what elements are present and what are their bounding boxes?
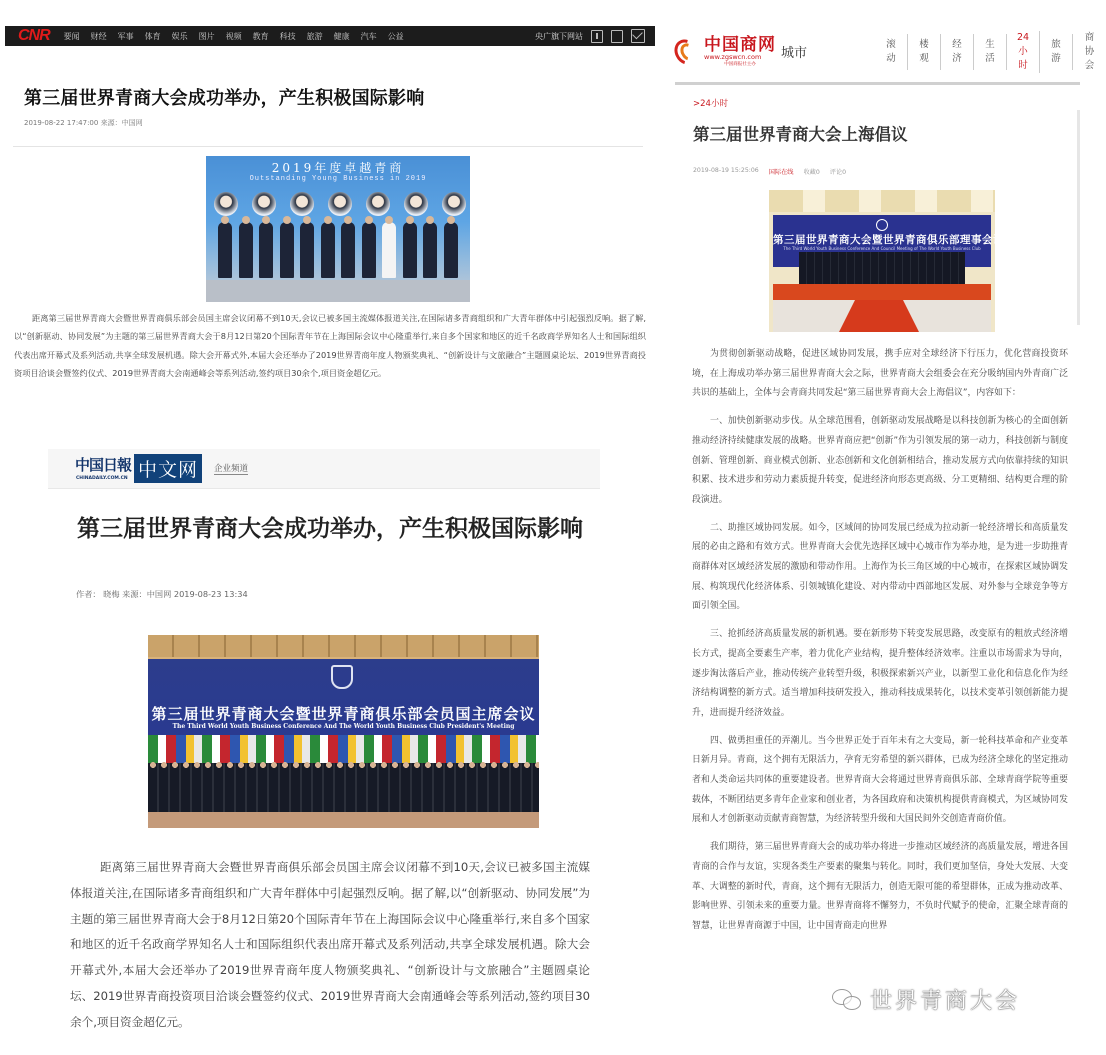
zgswcn-logo[interactable] xyxy=(675,36,807,67)
ceiling xyxy=(769,190,995,212)
cnr-logo[interactable]: CNR xyxy=(18,27,50,44)
chinadaily-article-panel xyxy=(0,420,660,1055)
red-stage xyxy=(773,284,991,300)
banner-text-cn: 第三届世界青商大会暨世界青商俱乐部理事会议 xyxy=(773,234,1004,246)
watermark-text: 世界青商大会 xyxy=(870,989,1021,1014)
cnr-article-body: 距离第三届世界青商大会暨世界青商俱乐部会员国主席会议闭幕不到10天,会议已被多国主流媒体报道关注,在国际诸多青商组织和广大青年群体中引起强烈反响。据了解,以“创新驱动、协同发展”为主题的第三届世界青商大会于8月12日第20个国际青年节在上海国际会议中心隆重举行,来自多个国家和地区的近千名政商学界知名人士和国际组织代表出席开幕式及系列活动,共享全球发展机遇。除大会开幕式外,本届大会还举办了2019世界青商年度人物颁奖典礼、“创新设计与文旅融合”主题圆桌论坛、2019世界青商投资项目洽谈会暨签约仪式、2019世界青商大会南通峰会等系列活动,签约项目30余个,项目资金超亿元。 xyxy=(14,313,646,379)
brand-url: www.zgswcn.com xyxy=(704,53,762,61)
nav-item-shangxiehui[interactable] xyxy=(1073,34,1106,70)
chinadaily-logo-box[interactable]: 中文网 xyxy=(134,454,202,483)
nav-char: 会 xyxy=(1084,60,1095,71)
nav-char: 经 xyxy=(952,39,962,50)
chinadaily-header xyxy=(48,449,600,489)
nav-item-24h-active[interactable] xyxy=(1007,31,1040,73)
banner-text-cn: 第三届世界青商大会暨世界青商俱乐部会员国主席会议 xyxy=(151,705,536,723)
cnr-nav-item[interactable]: 教育 xyxy=(252,31,269,41)
delegates-row xyxy=(148,763,539,813)
emblem-icon xyxy=(876,219,888,231)
nav-item-lvyou[interactable] xyxy=(1040,34,1073,70)
zgswcn-article-meta xyxy=(693,167,846,176)
nav-item-shenghuo[interactable] xyxy=(974,34,1007,70)
paragraph-2: 二、助推区域协同发展。如今，区域间的协同发展已经成为拉动新一轮经济增长和高质量发展的必由之路和有效方式。世界青商大会优先选择区域中心城市作为举办地，是为进一步助推青商群体对区域经济发展的激励和带动作用。上海作为长三角区域的中心城市，在探索区域协调发展、构筑现代化经济体系、引领城镇化建设、对内带动中西部地区发展、对外参与全球竞争等方面引领全国。 xyxy=(692,522,1068,612)
nav-char: 生 xyxy=(985,39,995,50)
cnr-article-panel xyxy=(0,0,660,420)
channel-link[interactable]: 企业频道 xyxy=(214,464,249,474)
nav-item-gundong[interactable] xyxy=(875,34,908,70)
paragraph-intro: 为贯彻创新驱动战略，促进区域协同发展，携手应对全球经济下行压力，优化营商投资环境，在上海成功举办第三届世界青商大会之际，世界青商大会组委会在充分吸纳国内外青商广泛共识的基础上，全体与会青商共同发起“第三届世界青商大会上海倡议”，内容如下： xyxy=(692,349,1068,399)
cnr-nav-item[interactable]: 汽车 xyxy=(360,31,377,41)
wechat-icon xyxy=(832,987,864,1013)
cnr-nav-item[interactable]: 财经 xyxy=(90,31,107,41)
photo-caption-cn: 2019年度卓越青商 xyxy=(271,161,405,175)
cnr-menu xyxy=(64,31,404,42)
cnr-award-photo xyxy=(206,156,470,302)
cnr-site-link[interactable]: 央广旗下网站 xyxy=(535,31,583,41)
nav-char: 观 xyxy=(919,53,929,64)
brand-block xyxy=(704,36,776,67)
download-icon[interactable] xyxy=(591,30,603,43)
mail-icon[interactable] xyxy=(631,29,645,43)
emblem-icon xyxy=(331,665,353,689)
comments-count[interactable]: 评论0 xyxy=(829,169,847,176)
nav-char: 楼 xyxy=(919,39,929,50)
section-label: 城市 xyxy=(781,46,808,61)
cnr-nav-item[interactable]: 体育 xyxy=(144,31,161,41)
cnr-nav-item[interactable]: 公益 xyxy=(387,31,404,41)
wechat-watermark xyxy=(832,984,1020,1015)
zgswcn-article-body xyxy=(692,345,1068,945)
cnr-nav-right xyxy=(535,29,645,43)
zgswcn-nav xyxy=(875,34,1106,73)
delegates-row xyxy=(799,252,965,284)
nav-item-louguan[interactable] xyxy=(908,34,941,70)
banner-text-en: The Third World Youth Business Conference And Council Meeting of The World Youth Business Club xyxy=(783,246,981,251)
cnr-nav-item[interactable]: 科技 xyxy=(279,31,296,41)
nav-char: 动 xyxy=(886,53,896,64)
brand-sub: 中国商报社主办 xyxy=(724,62,756,67)
paragraph-1: 一、加快创新驱动步伐。从全球范围看，创新驱动发展战略是以科技创新为核心的全面创新推动经济持续健康发展的战略。世界青商应把“创新”作为引领发展的第一动力，科技创新与制度创新、管理创新、商业模式创新、业态创新和文化创新相结合，推动发展方式向依靠持续的知识积累、技术进步和劳动力素质提升转变，促进经济向形态更高级、分工更精细、结构更合理的阶段演进。 xyxy=(692,416,1068,505)
cnr-nav-item[interactable]: 健康 xyxy=(333,31,350,41)
nav-char: 协 xyxy=(1084,46,1095,57)
divider xyxy=(13,146,643,147)
nav-char: 商 xyxy=(1084,32,1095,43)
nav-char: 游 xyxy=(1051,53,1061,64)
nav-char: 小 xyxy=(1018,46,1028,57)
chinadaily-article-meta: 作者： 晓梅 来源：中国网 2019-08-23 13:34 xyxy=(76,589,248,599)
cnr-top-nav xyxy=(5,26,655,46)
article-source-link[interactable]: 国际在线 xyxy=(768,169,794,176)
nav-char: 济 xyxy=(952,53,962,64)
nav-char: 滚 xyxy=(886,39,896,50)
nav-char: 时 xyxy=(1018,60,1028,71)
cnr-nav-item[interactable]: 旅游 xyxy=(306,31,323,41)
cnr-nav-item[interactable]: 图片 xyxy=(198,31,215,41)
chinadaily-logo-en: CHINADAILY.COM.CN xyxy=(76,476,128,481)
cnr-article-meta: 2019-08-22 17:47:00 来源：中国网 xyxy=(24,119,143,127)
paragraph-closing: 我们期待，第三届世界青商大会的成功举办将进一步推动区域经济的高质量发展，增进各国青商的合作与友谊，实现各类生产要素的聚集与转化。同时，我们更加坚信，身处大发展、大变革、大调整的新时代，青商，这个拥有无限活力，创造无限可能的希望群体，正成为推动改革、影响世界、引领未来的重要力量。世界青商将不懈努力，不负时代赋予的使命，汇聚全球青商的智慧，让世界青商源于中国，让中国青商走向世界 xyxy=(692,842,1068,931)
chinadaily-logo[interactable]: 中国日報 xyxy=(75,456,132,474)
paragraph-3: 三、抢抓经济高质量发展的新机遇。要在新形势下转变发展思路，改变原有的粗放式经济增长方式，提高全要素生产率，着力优化产业结构，提升整体经济效率。注重以市场需求为导向，逐步淘汰落后产业，推动传统产业转型升级，积极探索新兴产业，以新型工业化和信息化作为经济结构调整的新方式。适当增加科技研发投入，推动科技成果转化，以技术变革引领创新能力提升，进而提升经济效益。 xyxy=(692,629,1068,718)
cnr-nav-item[interactable]: 娱乐 xyxy=(171,31,188,41)
zgswcn-article-title: 第三届世界青商大会上海倡议 xyxy=(693,125,908,144)
conference-banner xyxy=(148,659,539,737)
swirl-logo-icon xyxy=(675,37,701,67)
cnr-article-title: 第三届世界青商大会成功举办，产生积极国际影响 xyxy=(24,88,425,109)
chinadaily-article-body: 距离第三届世界青商大会暨世界青商俱乐部会员国主席会议闭幕不到10天,会议已被多国主流媒体报道关注,在国际诸多青商组织和广大青年群体中引起强烈反响。据了解,以“创新驱动、协同发展”为主题的第三届世界青商大会于8月12日第20个国际青年节在上海国际会议中心隆重举行,来自多个国家和地区的近千名政商学界知名人士和国际组织代表出席开幕式及系列活动,共享全球发展机遇。除大会开幕式外,本届大会还举办了2019世界青商年度人物颁奖典礼、“创新设计与文旅融合”主题圆桌论坛、2019世界青商投资项目洽谈会暨签约仪式、2019世界青商大会南通峰会等系列活动,签约项目30余个,项目资金超亿元。 xyxy=(70,860,590,1029)
portrait-row xyxy=(214,192,466,216)
zgswcn-article-panel xyxy=(665,0,1095,1055)
paragraph-4: 四、做勇担重任的弄潮儿。当今世界正处于百年未有之大变局，新一轮科技革命和产业变革日新月异。青商，这个拥有无限活力，孕育无穷希望的新兴群体，已成为经济全球化的坚定推动者和人类命运共同体的重要建设者。世界青商大会将通过世界青商俱乐部、全球青商学院等重要载体，不断团结更多青年企业家和创业者，为各国政府和决策机构提供青商模式，为区域协同发展和人才创新驱动贡献青商智慧，为经济转型升级和大国民间外交创造青商价值。 xyxy=(692,735,1068,825)
article-date: 2019-08-19 15:25:06 xyxy=(693,167,759,174)
nav-char: 24 xyxy=(1016,32,1030,43)
nav-char: 活 xyxy=(985,53,995,64)
awardees-row xyxy=(218,220,458,278)
chinadaily-article-title: 第三届世界青商大会成功举办，产生积极国际影响 xyxy=(77,516,583,542)
nav-char: 旅 xyxy=(1051,39,1061,50)
ceiling xyxy=(148,635,539,657)
favorites-count[interactable]: 收藏0 xyxy=(803,169,820,176)
carpet xyxy=(148,812,539,828)
tablet-icon[interactable] xyxy=(611,30,623,43)
photo-caption-en: Outstanding Young Business in 2019 xyxy=(249,175,427,183)
cnr-nav-item[interactable]: 要闻 xyxy=(63,31,80,41)
stage xyxy=(206,280,470,302)
cnr-nav-item[interactable]: 视频 xyxy=(225,31,242,41)
brand-name: 中国商网 xyxy=(704,35,776,55)
scrollbar[interactable] xyxy=(1077,110,1080,325)
cnr-nav-item[interactable]: 军事 xyxy=(117,31,134,41)
breadcrumb[interactable]: >24小时 xyxy=(693,99,728,109)
banner-text-en: The Third World Youth Business Conference And The World Youth Business Club President's Meeting xyxy=(172,723,515,730)
nav-item-jingji[interactable] xyxy=(941,34,974,70)
conference-group-photo xyxy=(148,635,539,828)
council-meeting-photo xyxy=(769,190,1004,332)
header-divider xyxy=(675,82,1080,85)
